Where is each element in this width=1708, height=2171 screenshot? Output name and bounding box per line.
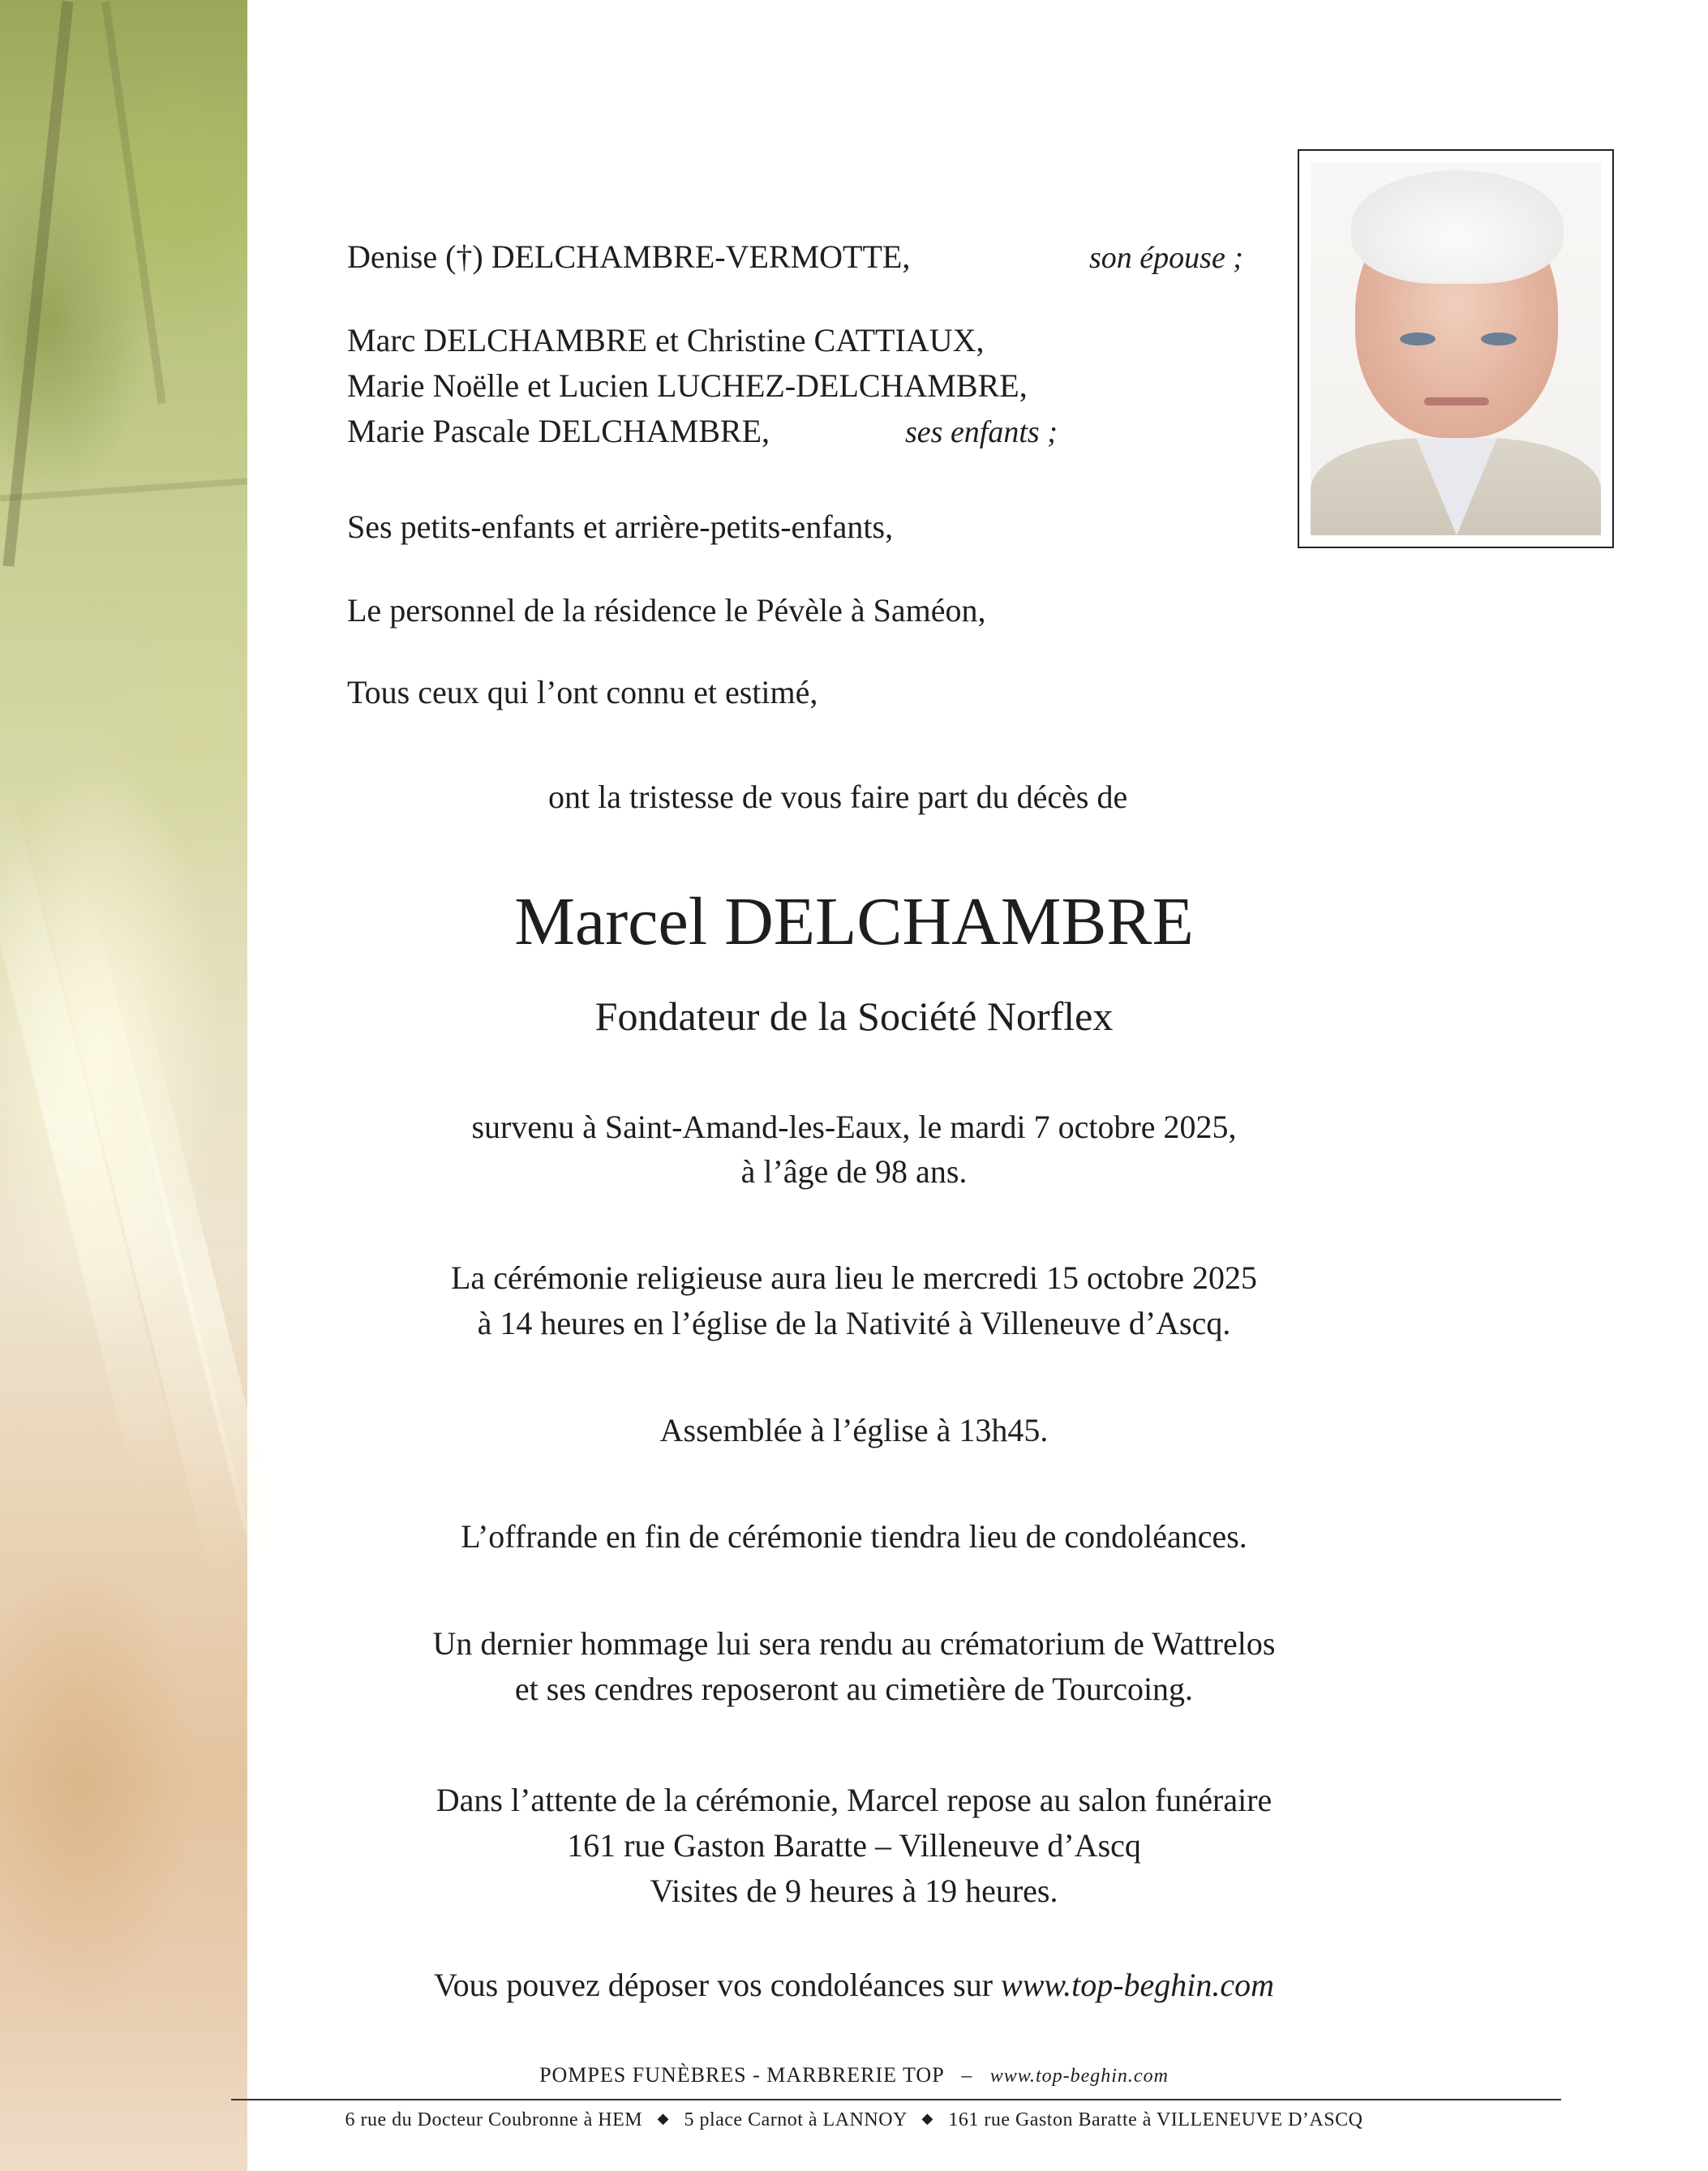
child-line-2: Marie Noëlle et Lucien LUCHEZ-DELCHAMBRE, (347, 367, 1028, 404)
condolences-link[interactable]: www.top-beghin.com (1001, 1967, 1275, 2003)
grandchildren-line: Ses petits-enfants et arrière-petits-enfants, (347, 508, 894, 545)
child-line-3: Marie Pascale DELCHAMBRE, (347, 413, 770, 449)
ceremony-line-2: à 14 heures en l’église de la Nativité à Villeneuve d’Ascq. (477, 1305, 1231, 1341)
rest-line-1: Dans l’attente de la cérémonie, Marcel repose au salon funéraire (436, 1782, 1272, 1818)
footer-address-1: 6 rue du Docteur Coubronne à HEM (345, 2109, 643, 2130)
child-line-1: Marc DELCHAMBRE et Christine CATTIAUX, (347, 322, 985, 358)
assembly-line: Assemblée à l’église à 13h45. (659, 1412, 1049, 1448)
announcement-intro: ont la tristesse de vous faire part du décès de (548, 779, 1128, 815)
ceremony-line-1: La cérémonie religieuse aura lieu le mercredi 15 octobre 2025 (451, 1259, 1257, 1296)
death-line-2: à l’âge de 98 ans. (740, 1153, 968, 1190)
tribute-line-2: et ses cendres reposeront au cimetière de Tourcoing. (514, 1671, 1194, 1707)
death-line-1: survenu à Saint-Amand-les-Eaux, le mardi 7 octobre 2025, (471, 1109, 1237, 1145)
footer-company: POMPES FUNÈBRES - MARBRERIE TOP (539, 2063, 944, 2087)
footer-company-line (0, 2065, 1708, 2086)
footer-address-3: 161 rue Gaston Baratte à VILLENEUVE D’ASCQ (948, 2109, 1363, 2130)
condolences-line (0, 1969, 1708, 2002)
footer-website-link[interactable]: www.top-beghin.com (989, 2066, 1169, 2087)
diamond-bullet-icon: ◆ (657, 2110, 669, 2126)
spouse-line: Denise (†) DELCHAMBRE-VERMOTTE, (347, 238, 911, 275)
deceased-title: Fondateur de la Société Norflex (594, 993, 1114, 1039)
staff-line: Le personnel de la résidence le Pévèle à Saméon, (347, 592, 986, 629)
deceased-name: Marcel DELCHAMBRE (514, 884, 1194, 959)
diamond-bullet-icon: ◆ (921, 2110, 933, 2126)
rest-line-3: Visites de 9 heures à 19 heures. (650, 1873, 1058, 1909)
spouse-role: son épouse ; (1089, 241, 1243, 275)
children-role: ses enfants ; (905, 415, 1058, 449)
condolences-prefix: Vous pouvez déposer vos condoléances sur (433, 1967, 993, 2003)
footer-divider (231, 2099, 1561, 2100)
footer-address-2: 5 place Carnot à LANNOY (684, 2109, 907, 2130)
offering-line: L’offrande en fin de cérémonie tiendra lieu de condoléances. (461, 1518, 1247, 1555)
tribute-line-1: Un dernier hommage lui sera rendu au crématorium de Wattrelos (432, 1625, 1276, 1662)
footer-addresses (0, 2110, 1708, 2130)
rest-line-2: 161 rue Gaston Baratte – Villeneuve d’Ascq (567, 1827, 1141, 1864)
others-line: Tous ceux qui l’ont connu et estimé, (347, 674, 818, 710)
portrait-photo (1298, 149, 1614, 548)
footer-dash: – (961, 2063, 973, 2087)
